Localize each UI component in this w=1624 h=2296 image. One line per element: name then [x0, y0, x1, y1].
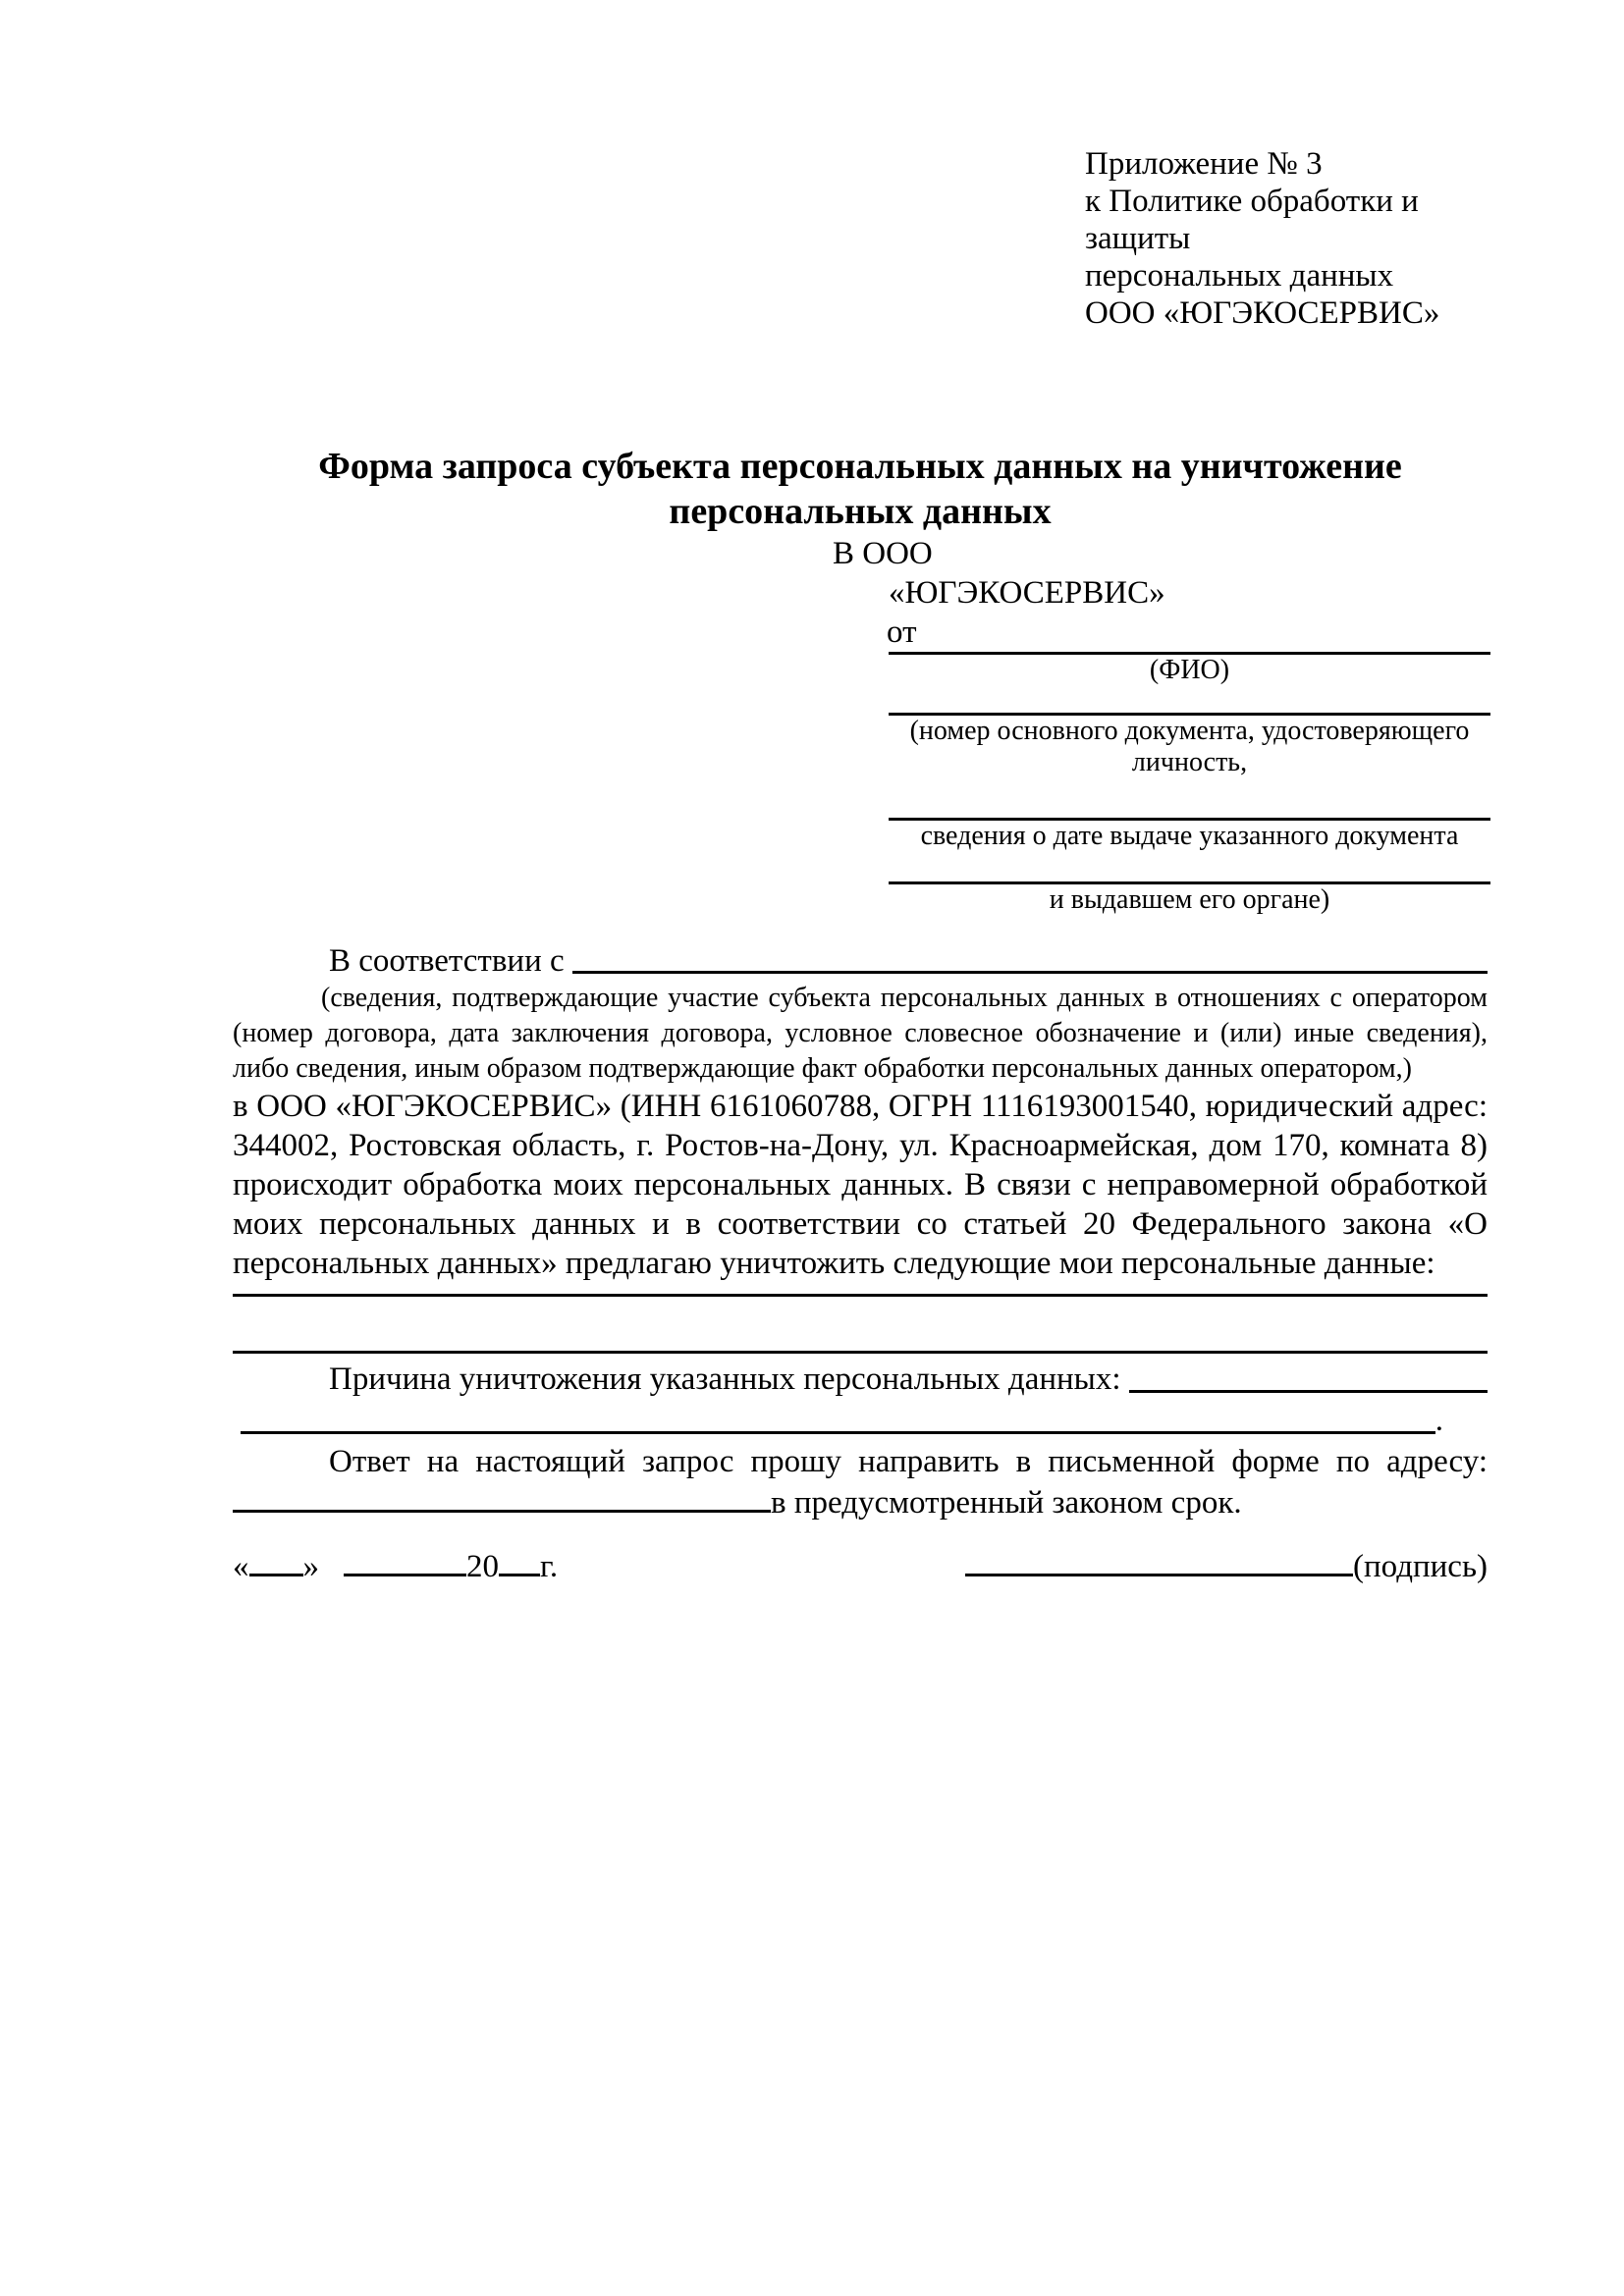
date-field [233, 1546, 558, 1587]
date-century: 20 [466, 1549, 499, 1584]
signature-field [965, 1546, 1488, 1587]
personal-data-blank-line-2 [233, 1297, 1488, 1354]
document-title [233, 444, 1488, 534]
accordance-explainer: (сведения, подтверждающие участие субъекта персональных данных в отношениях с оператором (номер договора, дата заключения договора, условное словесное обозначение и (или) иные сведения), либо сведения, иным образом подтверждающие факт обработки персональных данных оператором,) [233, 983, 1488, 1084]
id-doc-caption: (номер основного документа, удостоверяющего личность, [909, 716, 1470, 777]
date-day-blank-line [249, 1566, 303, 1576]
reason-blank-line-2 [233, 1400, 1435, 1441]
appendix-note [1085, 145, 1488, 332]
date-close-quote: » [302, 1549, 319, 1584]
issuer-field [889, 881, 1490, 916]
id-doc-field [889, 713, 1490, 778]
accordance-lead: В соответствии с [329, 943, 565, 979]
request-paragraph: в ООО «ЮГЭКОСЕРВИС» (ИНН 6161060788, ОГРН 1116193001540, юридический адрес: 344002, Ростовская область, г. Ростов-на-Дону, ул. Красноармейская, дом 170, комната 8) происходит обработка моих персональных данных. В связи с неправомерной обработкой моих персональных данных и в соответствии со статьей 20 Федерального закона «О персональных данных» предлагаю уничтожить следующие мои персональные данные: [233, 1089, 1488, 1281]
reason-label: Причина уничтожения указанных персональных данных: [329, 1362, 1121, 1397]
reply-deadline-row [233, 1482, 1488, 1523]
reply-address-paragraph: Ответ на настоящий запрос прошу направить в письменной форме по адресу: [329, 1444, 1488, 1479]
reason-blank-line [1121, 1359, 1488, 1400]
signature-blank-line [965, 1566, 1353, 1576]
reason-line-period: . [1435, 1403, 1443, 1438]
addressee-from-label: от [887, 614, 917, 650]
date-year-blank-line [499, 1566, 540, 1576]
appendix-line-3: персональных данных [1085, 258, 1394, 294]
appendix-line-4: ООО «ЮГЭКОСЕРВИС» [1085, 295, 1440, 331]
date-month-blank-line [344, 1566, 466, 1576]
date-open-quote: « [233, 1549, 249, 1584]
fio-caption: (ФИО) [1149, 655, 1230, 685]
date-signature-row [233, 1546, 1488, 1587]
reply-address-blank-line [233, 1502, 771, 1513]
date-year-suffix: г. [540, 1549, 559, 1584]
title-line-2: персональных данных [669, 491, 1052, 532]
title-line-1: Форма запроса субъекта персональных данных на уничтожение [318, 446, 1402, 487]
reply-deadline-text: в предусмотренный законом срок. [771, 1485, 1242, 1521]
reason-continuation-row [233, 1400, 1488, 1441]
appendix-line-2: к Политике обработки и защиты [1085, 184, 1419, 256]
issue-date-caption: сведения о дате выдаче указанного документа [920, 821, 1459, 851]
fio-field [889, 652, 1490, 686]
issuer-caption: и выдавшем его органе) [1049, 884, 1330, 915]
reason-row [233, 1359, 1488, 1400]
accordance-row [233, 941, 1488, 981]
addressee-company-line: «ЮГЭКОСЕРВИС» [889, 575, 1165, 611]
signature-caption: (подпись) [1353, 1549, 1488, 1584]
accordance-blank-line [565, 941, 1488, 981]
applicant-fields [889, 652, 1490, 916]
issue-date-field [889, 818, 1490, 852]
addressee-block [833, 534, 1488, 652]
personal-data-blank-line-1 [233, 1283, 1488, 1297]
addressee-to-line: В ООО [833, 536, 933, 571]
appendix-line-1: Приложение № 3 [1085, 146, 1323, 182]
